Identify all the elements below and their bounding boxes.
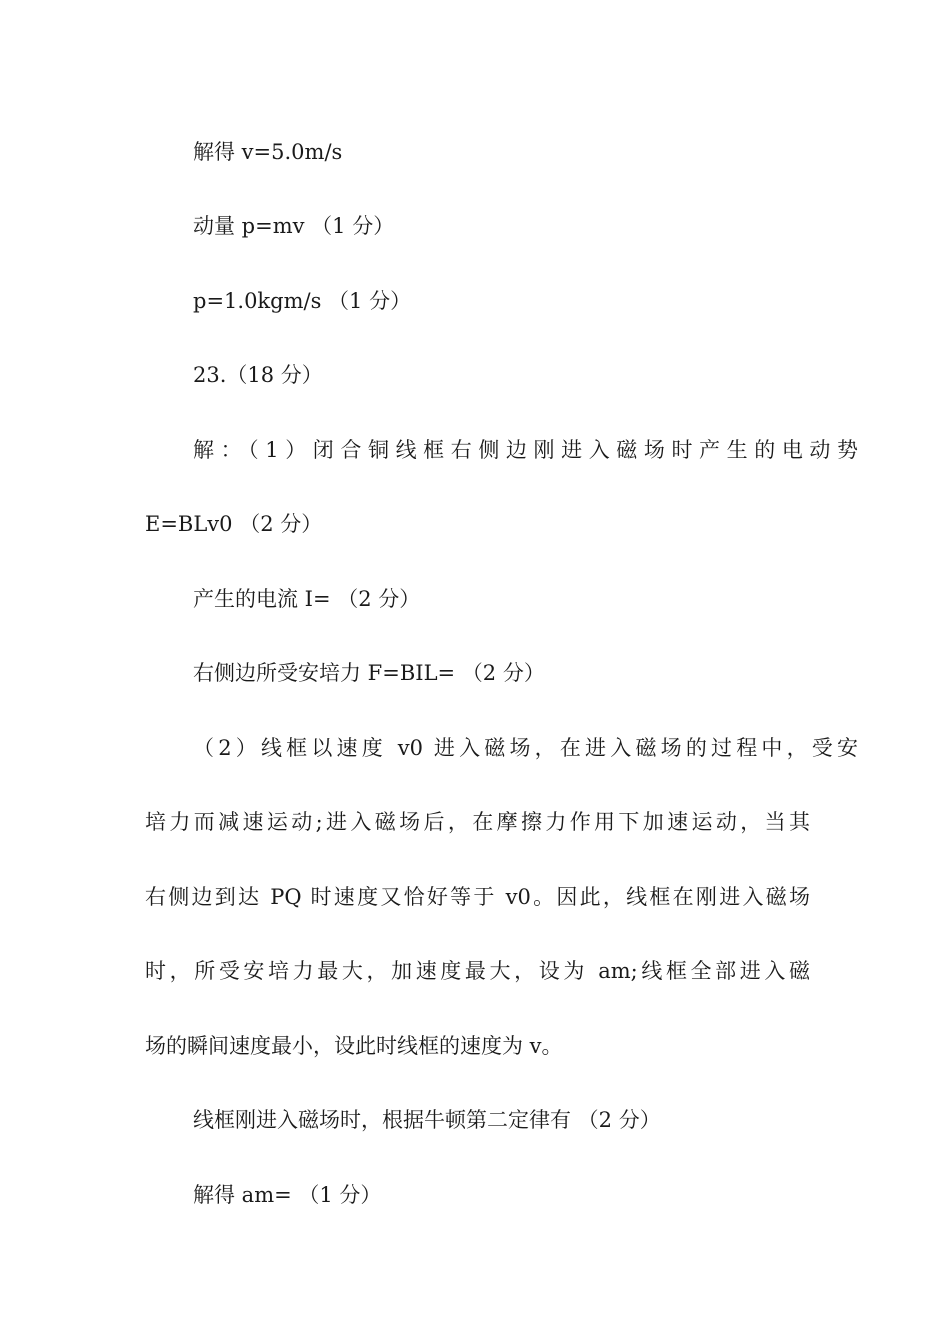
text-line-solve-am: 解得 am= （1 分）	[193, 1183, 382, 1207]
question-number: 23.（18 分）	[193, 363, 323, 387]
text-line-p-value: p=1.0kgm/s （1 分）	[193, 289, 412, 313]
text-line-solution-intro: 解：（1）闭合铜线框右侧边刚进入磁场时产生的电动势	[193, 438, 858, 462]
text-line-part2-a: （2）线框以速度 v0 进入磁场，在进入磁场的过程中，受安	[193, 736, 858, 760]
text-line-emf: E=BLv0 （2 分）	[145, 512, 323, 536]
text-line-part2-e: 场的瞬间速度最小，设此时线框的速度为 v。	[145, 1034, 563, 1058]
text-line-newton: 线框刚进入磁场时，根据牛顿第二定律有 （2 分）	[193, 1108, 661, 1132]
text-line-part2-d: 时，所受安培力最大，加速度最大，设为 am;线框全部进入磁	[145, 959, 810, 983]
text-line-current: 产生的电流 I= （2 分）	[193, 587, 421, 611]
text-line-part2-b: 培力而减速运动;进入磁场后，在摩擦力作用下加速运动，当其	[145, 810, 810, 834]
text-line-solve-v: 解得 v=5.0m/s	[193, 140, 343, 164]
text-line-momentum: 动量 p=mv （1 分）	[193, 214, 395, 238]
text-line-ampere-force: 右侧边所受安培力 F=BIL= （2 分）	[193, 661, 545, 685]
text-line-part2-c: 右侧边到达 PQ 时速度又恰好等于 v0。因此，线框在刚进入磁场	[145, 885, 810, 909]
